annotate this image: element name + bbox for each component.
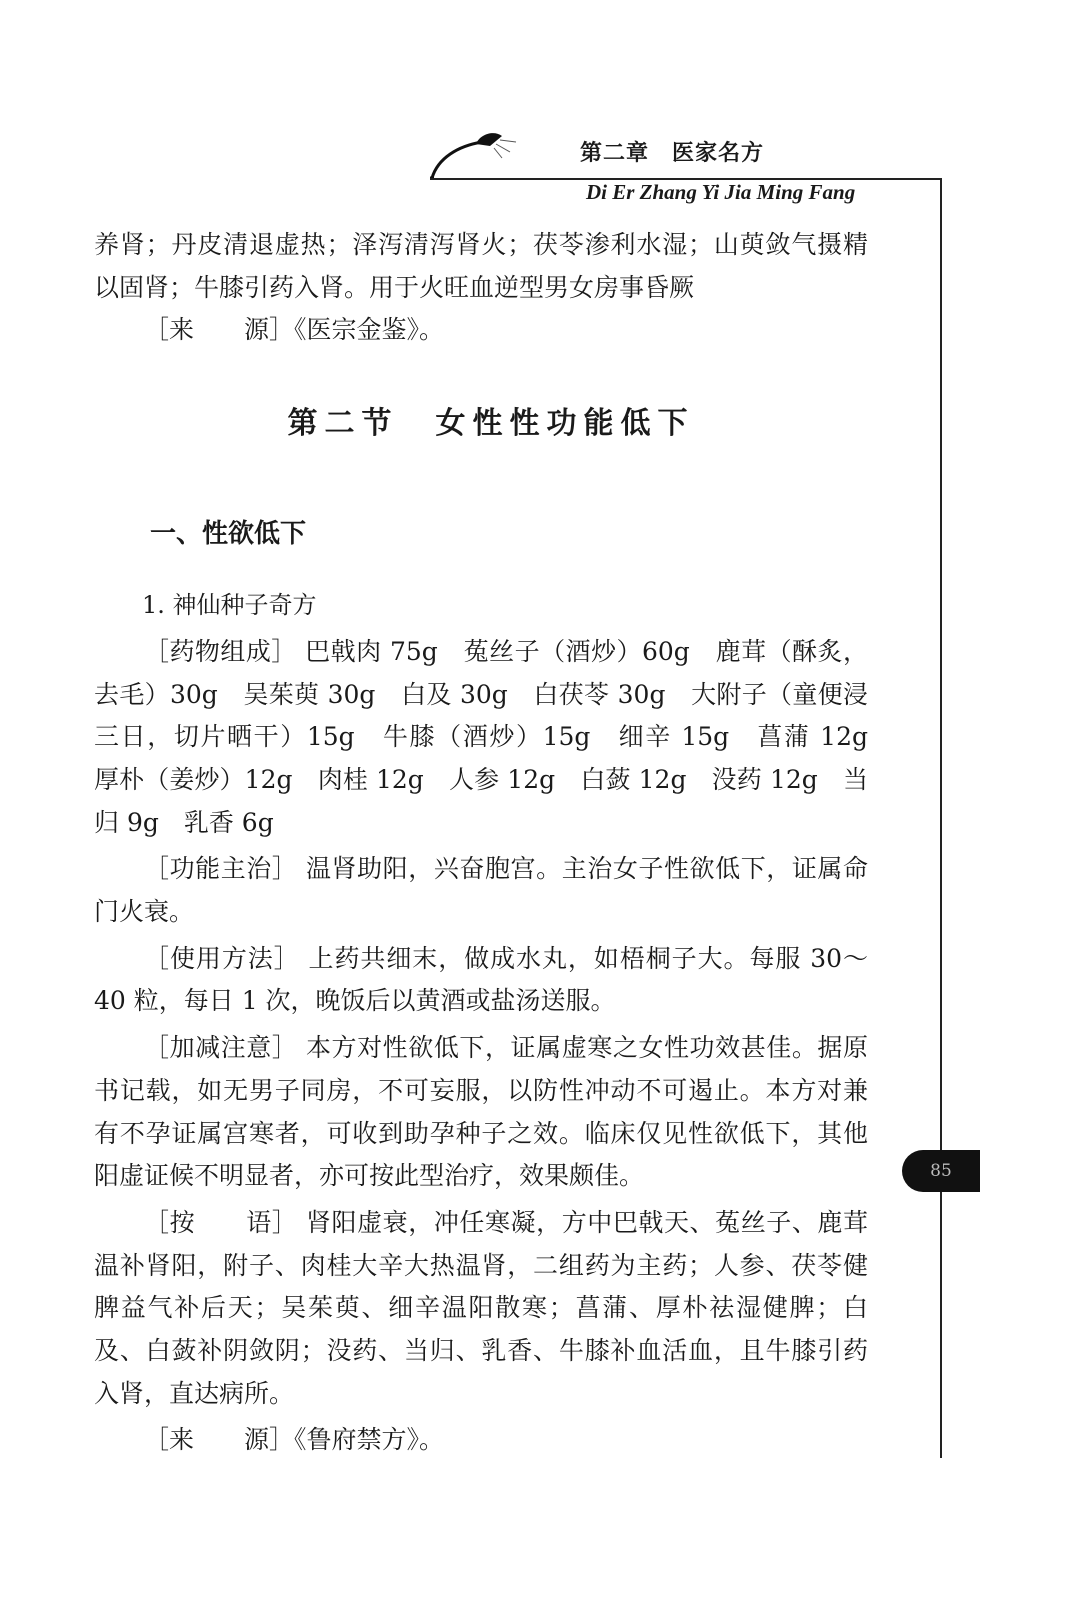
paragraph-continued: 养肾；丹皮清退虚热；泽泻清泻肾火；茯苓渗利水湿；山萸敛气摄精以固肾；牛膝引药入肾。用于火旺血逆型男女房事昏厥 xyxy=(94,230,868,302)
chapter-title: 第二章 医家名方 xyxy=(580,141,765,166)
chapter-pinyin: Di Er Zhang Yi Jia Ming Fang xyxy=(586,180,856,204)
page-body xyxy=(94,224,894,1462)
margin-rule xyxy=(940,178,942,1458)
usage-paragraph: ［使用方法］ 上药共细末，做成水丸，如梧桐子大。每服 30～40 粒，每日 1 次，晚饭后以黄酒或盐汤送服。 xyxy=(94,943,868,1016)
page-number: 85 xyxy=(902,1150,980,1192)
subsection-title: 一、性欲低下 xyxy=(150,519,307,550)
notes-paragraph: ［加减注意］ 本方对性欲低下，证属虚寒之女性功效甚佳。据原书记载，如无男子同房，不可妄服，以防性冲动不可遏止。本方对兼有不孕证属宫寒者，可收到助孕种子之效。临床仅见性欲低下，其他阳虚证候不明显者，亦可按此型治疗，效果颇佳。 xyxy=(94,1033,868,1191)
source-line-1: ［来 源］《医宗金鉴》。 xyxy=(144,315,445,345)
formula-title: 1. 神仙种子奇方 xyxy=(142,591,317,620)
function-paragraph: ［功能主治］ 温肾助阳，兴奋胞宫。主治女子性欲低下，证属命门火衰。 xyxy=(94,854,868,927)
composition-paragraph: ［药物组成］ 巴戟肉 75g 菟丝子（酒炒）60g 鹿茸（酥炙，去毛）30g 吴茱萸 30g 白及 30g 白茯苓 30g 大附子（童便浸三日，切片晒干）15g 牛膝（酒炒）15g 细辛 15g 菖蒲 12g 厚朴（姜炒）12g 肉桂 12g 人参 12g 白蔹 12g 没药 12g 当归 9g 乳香 6g xyxy=(94,636,894,837)
section-title: 第二节 女性性功能低下 xyxy=(287,406,695,442)
commentary-paragraph: ［按 语］ 肾阳虚衰，冲任寒凝，方中巴戟天、菟丝子、鹿茸温补肾阳，附子、肉桂大辛大热温肾，二组药为主药；人参、茯苓健脾益气补后天；吴茱萸、细辛温阳散寒；菖蒲、厚朴祛湿健脾；白及、白蔹补阴敛阴；没药、当归、乳香、牛膝补血活血，且牛膝引药入肾，直达病所。 xyxy=(94,1207,868,1408)
source-line-2: ［来 源］《鲁府禁方》。 xyxy=(144,1425,445,1455)
lamp-ornament-icon xyxy=(428,128,528,182)
